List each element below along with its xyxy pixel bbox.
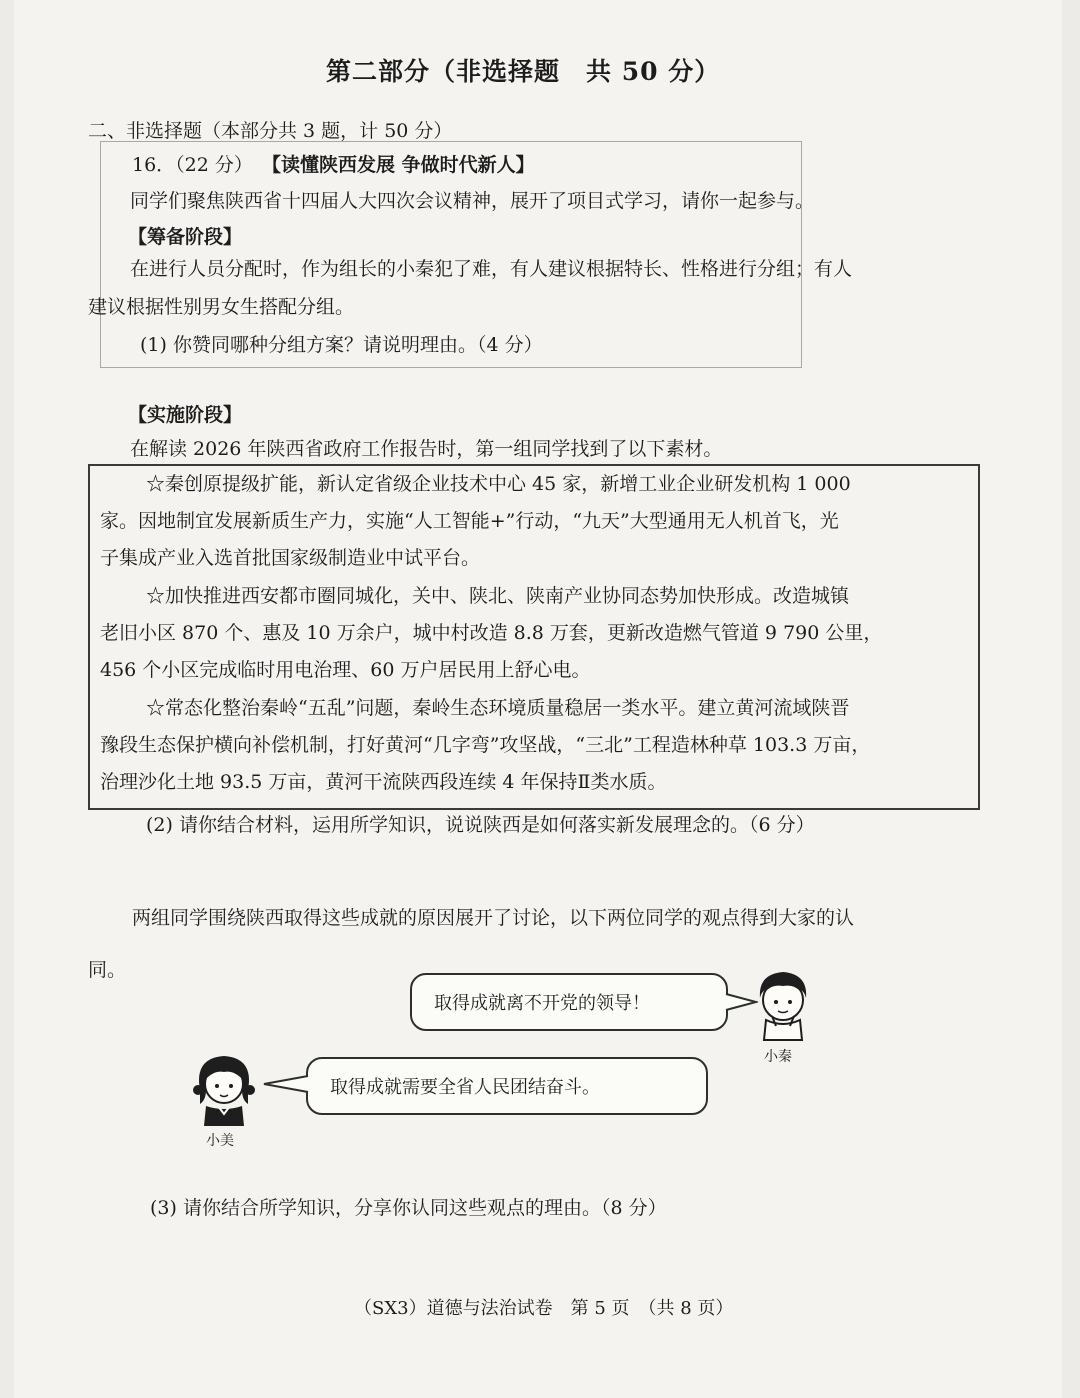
- material-p2-line1: ☆加快推进西安都市圈同城化，关中、陕北、陕南产业协同态势加快形成。改造城镇: [146, 585, 850, 607]
- name-xiaoqin: 小秦: [764, 1049, 792, 1065]
- xiaomei-avatar-icon: [190, 1050, 258, 1128]
- impl-heading: 【实施阶段】: [128, 404, 243, 426]
- section-title: 第二部分（非选择题 共 50 分）: [326, 57, 721, 86]
- question-3: (3) 请你结合所学知识，分享你认同这些观点的理由。（8 分）: [150, 1197, 667, 1219]
- prep-text-line2: 建议根据性别男女生搭配分组。: [88, 296, 355, 318]
- page-footer: （SX3）道德与法治试卷 第 5 页 （共 8 页）: [354, 1298, 734, 1319]
- material-p1-line1: ☆秦创原提级扩能，新认定省级企业技术中心 45 家，新增工业企业研发机构 1 000: [146, 473, 851, 495]
- material-p1-line2: 家。因地制宜发展新质生产力，实施“人工智能+”行动，“九天”大型通用无人机首飞，光: [100, 510, 839, 532]
- xiaoqin-avatar-icon: [752, 968, 814, 1044]
- bubble-tail-left: [262, 1072, 310, 1096]
- material-p1-line3: 子集成产业入选首批国家级制造业中试平台。: [100, 547, 481, 569]
- material-p2-line2: 老旧小区 870 个、惠及 10 万余户，城中村改造 8.8 万套，更新改造燃气管道 9 790 公里，: [100, 622, 883, 644]
- speech-bubble-xiaomei: [306, 1057, 708, 1115]
- question-2: (2) 请你结合材料，运用所学知识，说说陕西是如何落实新发展理念的。（6 分）: [146, 814, 815, 836]
- prep-heading: 【筹备阶段】: [128, 226, 243, 248]
- discussion-line2: 同。: [88, 959, 127, 981]
- speech-bubble-xiaoqin: [410, 973, 728, 1031]
- prep-text-line1: 在进行人员分配时，作为组长的小秦犯了难，有人建议根据特长、性格进行分组；有人: [130, 258, 853, 280]
- question-1: (1) 你赞同哪种分组方案？请说明理由。（4 分）: [140, 334, 543, 356]
- impl-intro: 在解读 2026 年陕西省政府工作报告时，第一组同学找到了以下素材。: [130, 438, 723, 460]
- question-intro: 同学们聚焦陕西省十四届人大四次会议精神，展开了项目式学习，请你一起参与。: [130, 190, 815, 212]
- material-p2-line3: 456 个小区完成临时用电治理、60 万户居民用上舒心电。: [100, 659, 591, 681]
- bubble-text-xiaoqin: 取得成就离不开党的领导！: [434, 993, 650, 1014]
- question-theme: 【读懂陕西发展 争做时代新人】: [262, 154, 535, 176]
- discussion-line1: 两组同学围绕陕西取得这些成就的原因展开了讨论，以下两位同学的观点得到大家的认: [132, 907, 855, 929]
- question-number: 16．（22 分）: [132, 154, 253, 176]
- part-heading: 二、非选择题（本部分共 3 题，计 50 分）: [88, 120, 453, 142]
- bubble-text-xiaomei: 取得成就需要全省人民团结奋斗。: [330, 1077, 600, 1098]
- name-xiaomei: 小美: [206, 1133, 234, 1149]
- material-p3-line2: 豫段生态保护横向补偿机制，打好黄河“几字弯”攻坚战，“三北”工程造林种草 103.3 万亩，: [100, 734, 871, 756]
- material-p3-line3: 治理沙化土地 93.5 万亩，黄河干流陕西段连续 4 年保持Ⅱ类水质。: [100, 771, 667, 793]
- material-p3-line1: ☆常态化整治秦岭“五乱”问题，秦岭生态环境质量稳居一类水平。建立黄河流域陕晋: [146, 697, 850, 719]
